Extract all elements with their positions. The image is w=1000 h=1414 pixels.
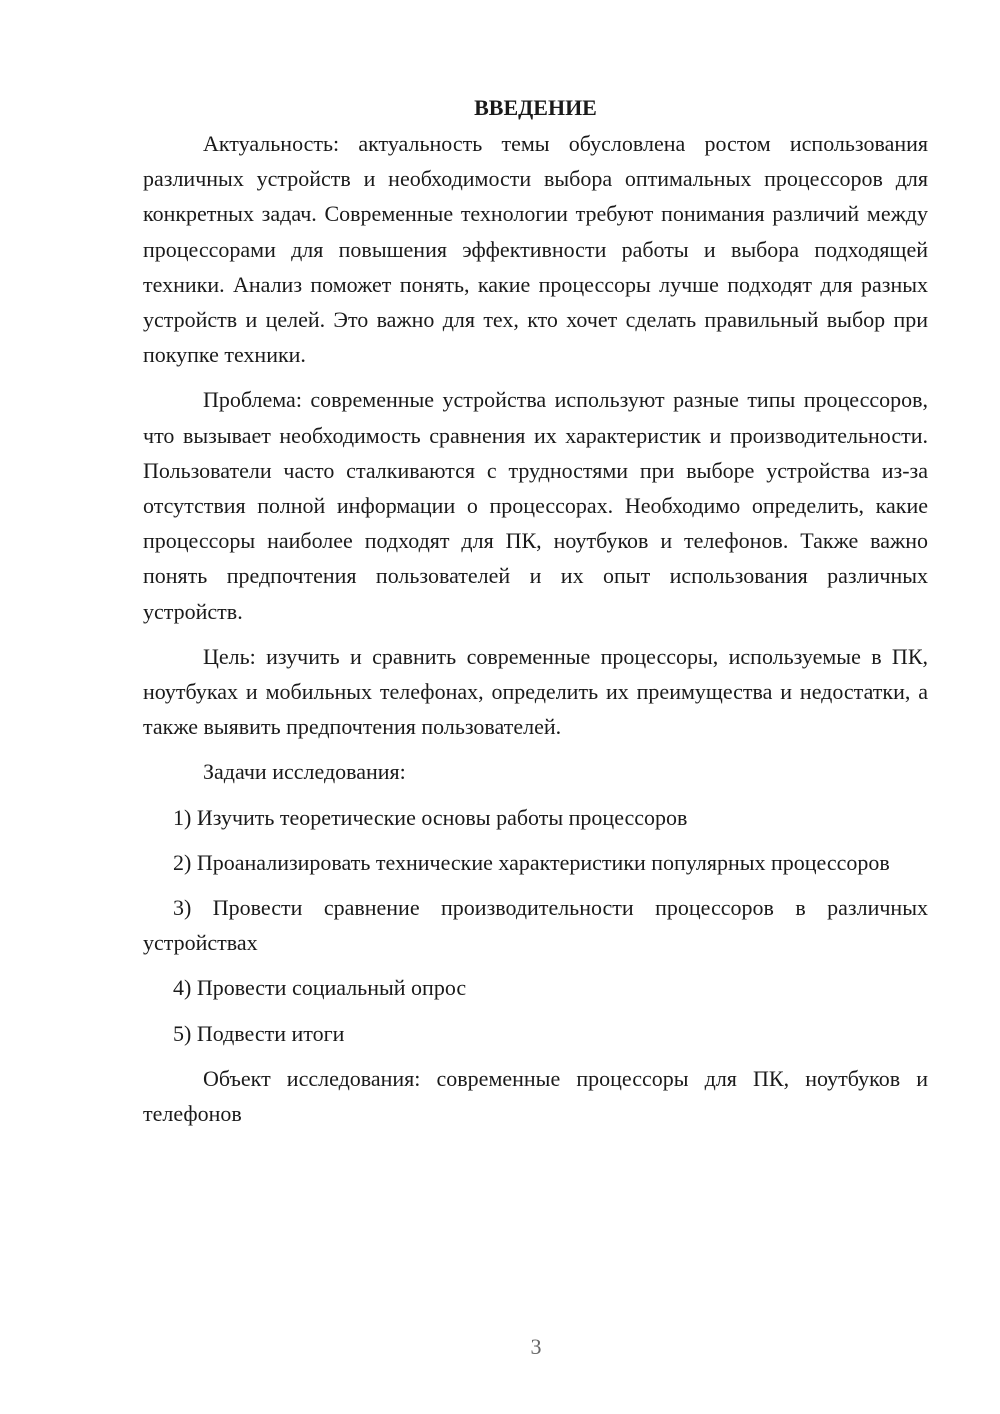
goal-paragraph: Цель: изучить и сравнить современные процессоры, используемые в ПК, ноутбуках и мобильных телефонах, определить их преимущества и недостатки, а также выявить предпочтения пользователей. bbox=[143, 643, 928, 740]
document-page bbox=[143, 90, 928, 1141]
tasks-heading: Задачи исследования: bbox=[203, 759, 406, 785]
task-item-4: 4) Провести социальный опрос bbox=[173, 975, 467, 1001]
task-item-2: 2) Проанализировать технические характеристики популярных процессоров bbox=[173, 849, 890, 875]
page-number: 3 bbox=[530, 1334, 542, 1359]
problem-paragraph: Проблема: современные устройства используют разные типы процессоров, что вызывает необходимость сравнения их характеристик и производительности. Пользователи часто сталкиваются с трудностями при выборе устройства из-за отсутствия полной информации о процессорах. Необходимо определить, какие процессоры наиболее подходят для ПК, ноутбуков и телефонов. Также важно понять предпочтения пользователей и их опыт использования различных устройств. bbox=[143, 387, 928, 624]
object-paragraph: Объект исследования: современные процессоры для ПК, ноутбуков и телефонов bbox=[143, 1065, 928, 1127]
task-item-1: 1) Изучить теоретические основы работы процессоров bbox=[173, 804, 688, 830]
section-title: ВВЕДЕНИЕ bbox=[474, 95, 597, 120]
relevance-paragraph: Актуальность: актуальность темы обусловлена ростом использования различных устройств и необходимости выбора оптимальных процессоров для конкретных задач. Современные технологии требуют понимания различий между процессорами для повышения эффективности работы и выбора подходящей техники. Анализ поможет понять, какие процессоры лучше подходят для разных устройств и целей. Это важно для тех, кто хочет сделать правильный выбор при покупке техники. bbox=[143, 131, 928, 368]
task-item-3: 3) Провести сравнение производительности процессоров в различных устройствах bbox=[143, 895, 928, 956]
task-item-5: 5) Подвести итоги bbox=[173, 1020, 345, 1046]
